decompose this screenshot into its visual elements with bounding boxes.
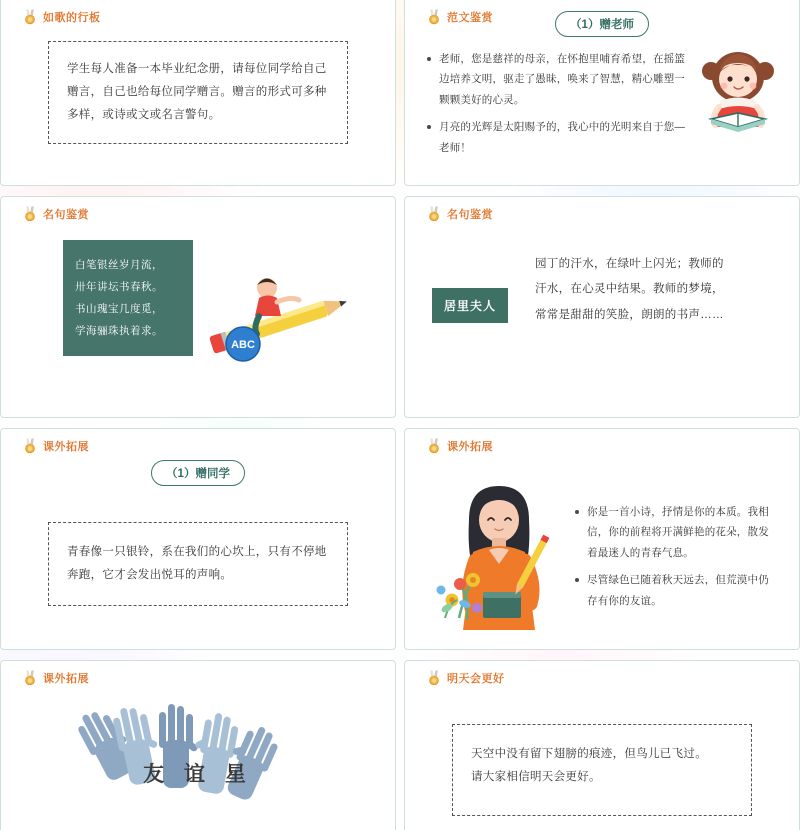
slide-7[interactable] xyxy=(0,660,396,830)
slide-4[interactable] xyxy=(404,196,800,418)
medal-icon xyxy=(23,670,37,686)
bullet-list xyxy=(571,502,777,618)
slide-3[interactable] xyxy=(0,196,396,418)
girl-reading-book-illustration xyxy=(689,49,799,165)
list-item: 你是一首小诗，抒情是你的本质。我相信，你的前程将开满鲜艳的花朵，散发着最迷人的青春气息。 xyxy=(587,502,777,563)
list-item: 月亮的光辉是太阳赐予的，我心中的光明来自于您—老师！ xyxy=(439,117,689,158)
section-pill: （1）赠老师 xyxy=(555,11,649,37)
name-tag: 居里夫人 xyxy=(432,288,508,323)
slide-header xyxy=(405,197,799,222)
slide-title: 名句鉴赏 xyxy=(447,209,493,221)
content-box xyxy=(48,522,348,606)
slide-header xyxy=(405,429,799,454)
content-box xyxy=(452,724,752,816)
medal-icon xyxy=(23,9,37,25)
slide-6[interactable] xyxy=(404,428,800,650)
slide-header xyxy=(1,429,395,454)
slide-header xyxy=(1,661,395,686)
slide-header xyxy=(405,661,799,686)
section-pill: （1）赠同学 xyxy=(151,460,245,486)
poem-line: 卅年讲坛书春秋。 xyxy=(75,281,163,294)
slide-header xyxy=(1,0,395,25)
slide-5[interactable] xyxy=(0,428,396,650)
slide-title: 如歌的行板 xyxy=(43,12,101,24)
poem-line: 白笔银丝岁月流， xyxy=(75,259,163,271)
girl-with-flowers-illustration xyxy=(405,468,565,618)
slide-title: 明天会更好 xyxy=(447,673,505,685)
slide-1[interactable] xyxy=(0,0,396,186)
medal-icon xyxy=(23,206,37,222)
pill-wrap xyxy=(1,460,395,486)
list-item: 老师，您是慈祥的母亲，在怀抱里哺育希望，在摇篮边培养文明，驱走了愚昧，唤来了智慧，精心雕塑一颗颗美好的心灵。 xyxy=(439,49,689,110)
medal-icon xyxy=(23,438,37,454)
poem-line: 书山瑰宝几度觅， xyxy=(75,303,163,316)
slide-title: 课外拓展 xyxy=(43,441,89,453)
slide-title: 课外拓展 xyxy=(447,441,493,453)
medal-icon xyxy=(427,670,441,686)
body-line: 请大家相信明天会更好。 xyxy=(471,771,601,783)
poem-card xyxy=(63,240,193,356)
slide-title: 课外拓展 xyxy=(43,673,89,685)
friendship-star-title: 友 谊 星 xyxy=(143,763,253,786)
svg-text:ABC: ABC xyxy=(231,339,255,351)
medal-icon xyxy=(427,206,441,222)
slide-8[interactable] xyxy=(404,660,800,830)
slide-title: 范文鉴赏 xyxy=(447,12,493,24)
poem-line: 学海骊珠执着求。 xyxy=(75,325,163,338)
medal-icon xyxy=(427,438,441,454)
hands-illustration xyxy=(1,686,395,806)
body-line: 天空中没有留下翅膀的痕迹，但鸟儿已飞过。 xyxy=(471,748,707,760)
slide-2[interactable] xyxy=(404,0,800,186)
body-text: 青春像一只银铃，系在我们的心坎上，只有不停地奔跑，它才会发出悦耳的声响。 xyxy=(67,546,327,581)
slide-title: 名句鉴赏 xyxy=(43,209,89,221)
slide-header xyxy=(1,197,395,222)
body-text: 园丁的汗水，在绿叶上闪光；教师的汗水，在心灵中结果。教师的梦境，常常是甜甜的笑脸，朗朗的书声…… xyxy=(535,258,724,321)
medal-icon xyxy=(427,9,441,25)
list-item: 尽管绿色已随着秋天远去，但荒漠中仍存有你的友谊。 xyxy=(587,570,777,611)
body-text: 学生每人准备一本毕业纪念册，请每位同学给自己赠言，自己也给每位同学赠言。赠言的形式可多种多样，或诗或文或名言警句。 xyxy=(67,63,327,121)
content-box xyxy=(48,41,348,144)
bullet-list xyxy=(423,49,689,165)
